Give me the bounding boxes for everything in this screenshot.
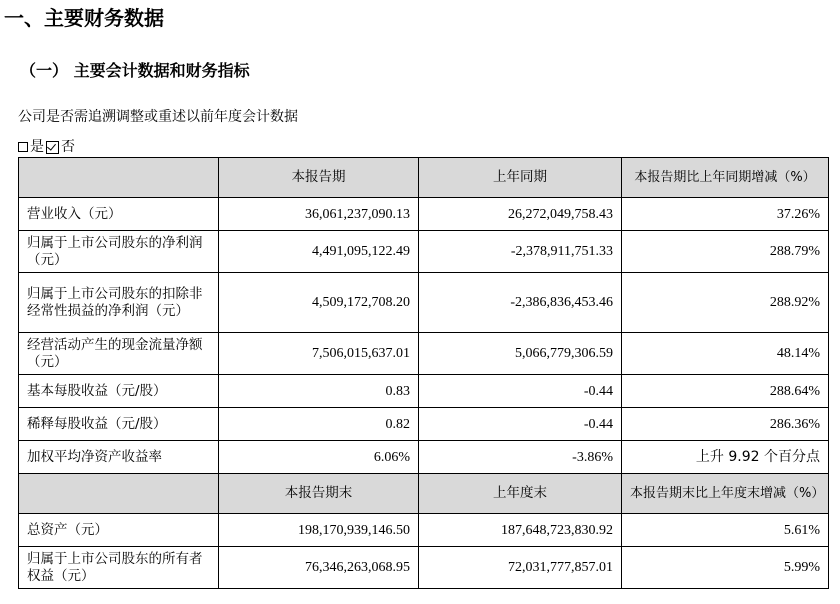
row-current-value: 36,061,237,090.13 <box>219 198 419 231</box>
table-row <box>19 441 829 474</box>
table2-header-prior: 上年度末 <box>419 474 622 514</box>
row-change-value: 5.99% <box>622 547 829 589</box>
row-prior-value: -2,386,836,453.46 <box>419 273 622 333</box>
row-current-value: 4,509,172,708.20 <box>219 273 419 333</box>
table2-header-blank <box>19 474 219 514</box>
row-prior-value: 72,031,777,857.01 <box>419 547 622 589</box>
row-change-value: 37.26% <box>622 198 829 231</box>
row-prior-value: -0.44 <box>419 408 622 441</box>
row-change-value: 286.36% <box>622 408 829 441</box>
answer-yes-label: 是 <box>30 139 44 155</box>
table1-header-row <box>19 158 829 198</box>
row-label: 营业收入（元） <box>19 198 219 231</box>
row-label: 稀释每股收益（元/股） <box>19 408 219 441</box>
subsection-heading: （一） 主要会计数据和财务指标 <box>20 61 250 80</box>
row-current-value: 4,491,095,122.49 <box>219 231 419 273</box>
row-current-value: 6.06% <box>219 441 419 474</box>
table1-header-blank <box>19 158 219 198</box>
row-change-value: 288.64% <box>622 375 829 408</box>
row-label: 基本每股收益（元/股） <box>19 375 219 408</box>
row-change-value: 上升 9.92 个百分点 <box>622 441 829 474</box>
table2-header-change: 本报告期末比上年度末增减（%） <box>622 474 829 514</box>
answer-no-label: 否 <box>61 139 75 155</box>
row-change-value: 288.92% <box>622 273 829 333</box>
unchecked-box-icon <box>18 142 28 152</box>
row-current-value: 7,506,015,637.01 <box>219 333 419 375</box>
row-change-value: 5.61% <box>622 514 829 547</box>
table2-header-current: 本报告期末 <box>219 474 419 514</box>
row-prior-value: -3.86% <box>419 441 622 474</box>
table-row <box>19 333 829 375</box>
row-label: 加权平均净资产收益率 <box>19 441 219 474</box>
table-row <box>19 514 829 547</box>
row-change-value: 288.79% <box>622 231 829 273</box>
row-current-value: 0.82 <box>219 408 419 441</box>
table-row <box>19 408 829 441</box>
row-label: 归属于上市公司股东的净利润（元） <box>19 231 219 273</box>
table-row <box>19 273 829 333</box>
table-row <box>19 375 829 408</box>
row-label: 经营活动产生的现金流量净额（元） <box>19 333 219 375</box>
checked-box-icon <box>46 141 59 154</box>
row-current-value: 0.83 <box>219 375 419 408</box>
row-prior-value: -0.44 <box>419 375 622 408</box>
table-row <box>19 198 829 231</box>
table2-header-row <box>19 474 829 514</box>
section-heading: 一、主要财务数据 <box>4 6 164 30</box>
table-row <box>19 547 829 589</box>
table1-header-change: 本报告期比上年同期增减（%） <box>622 158 829 198</box>
table1-header-prior: 上年同期 <box>419 158 622 198</box>
financial-data-table <box>18 157 829 589</box>
restatement-question: 公司是否需追溯调整或重述以前年度会计数据 <box>18 109 298 125</box>
row-current-value: 198,170,939,146.50 <box>219 514 419 547</box>
row-prior-value: 26,272,049,758.43 <box>419 198 622 231</box>
table1-header-current: 本报告期 <box>219 158 419 198</box>
row-change-value: 48.14% <box>622 333 829 375</box>
row-prior-value: -2,378,911,751.33 <box>419 231 622 273</box>
table-row <box>19 231 829 273</box>
restatement-answer <box>18 136 75 156</box>
row-label: 总资产（元） <box>19 514 219 547</box>
row-prior-value: 187,648,723,830.92 <box>419 514 622 547</box>
row-prior-value: 5,066,779,306.59 <box>419 333 622 375</box>
row-label: 归属于上市公司股东的所有者权益（元） <box>19 547 219 589</box>
row-label: 归属于上市公司股东的扣除非经常性损益的净利润（元） <box>19 273 219 333</box>
row-current-value: 76,346,263,068.95 <box>219 547 419 589</box>
